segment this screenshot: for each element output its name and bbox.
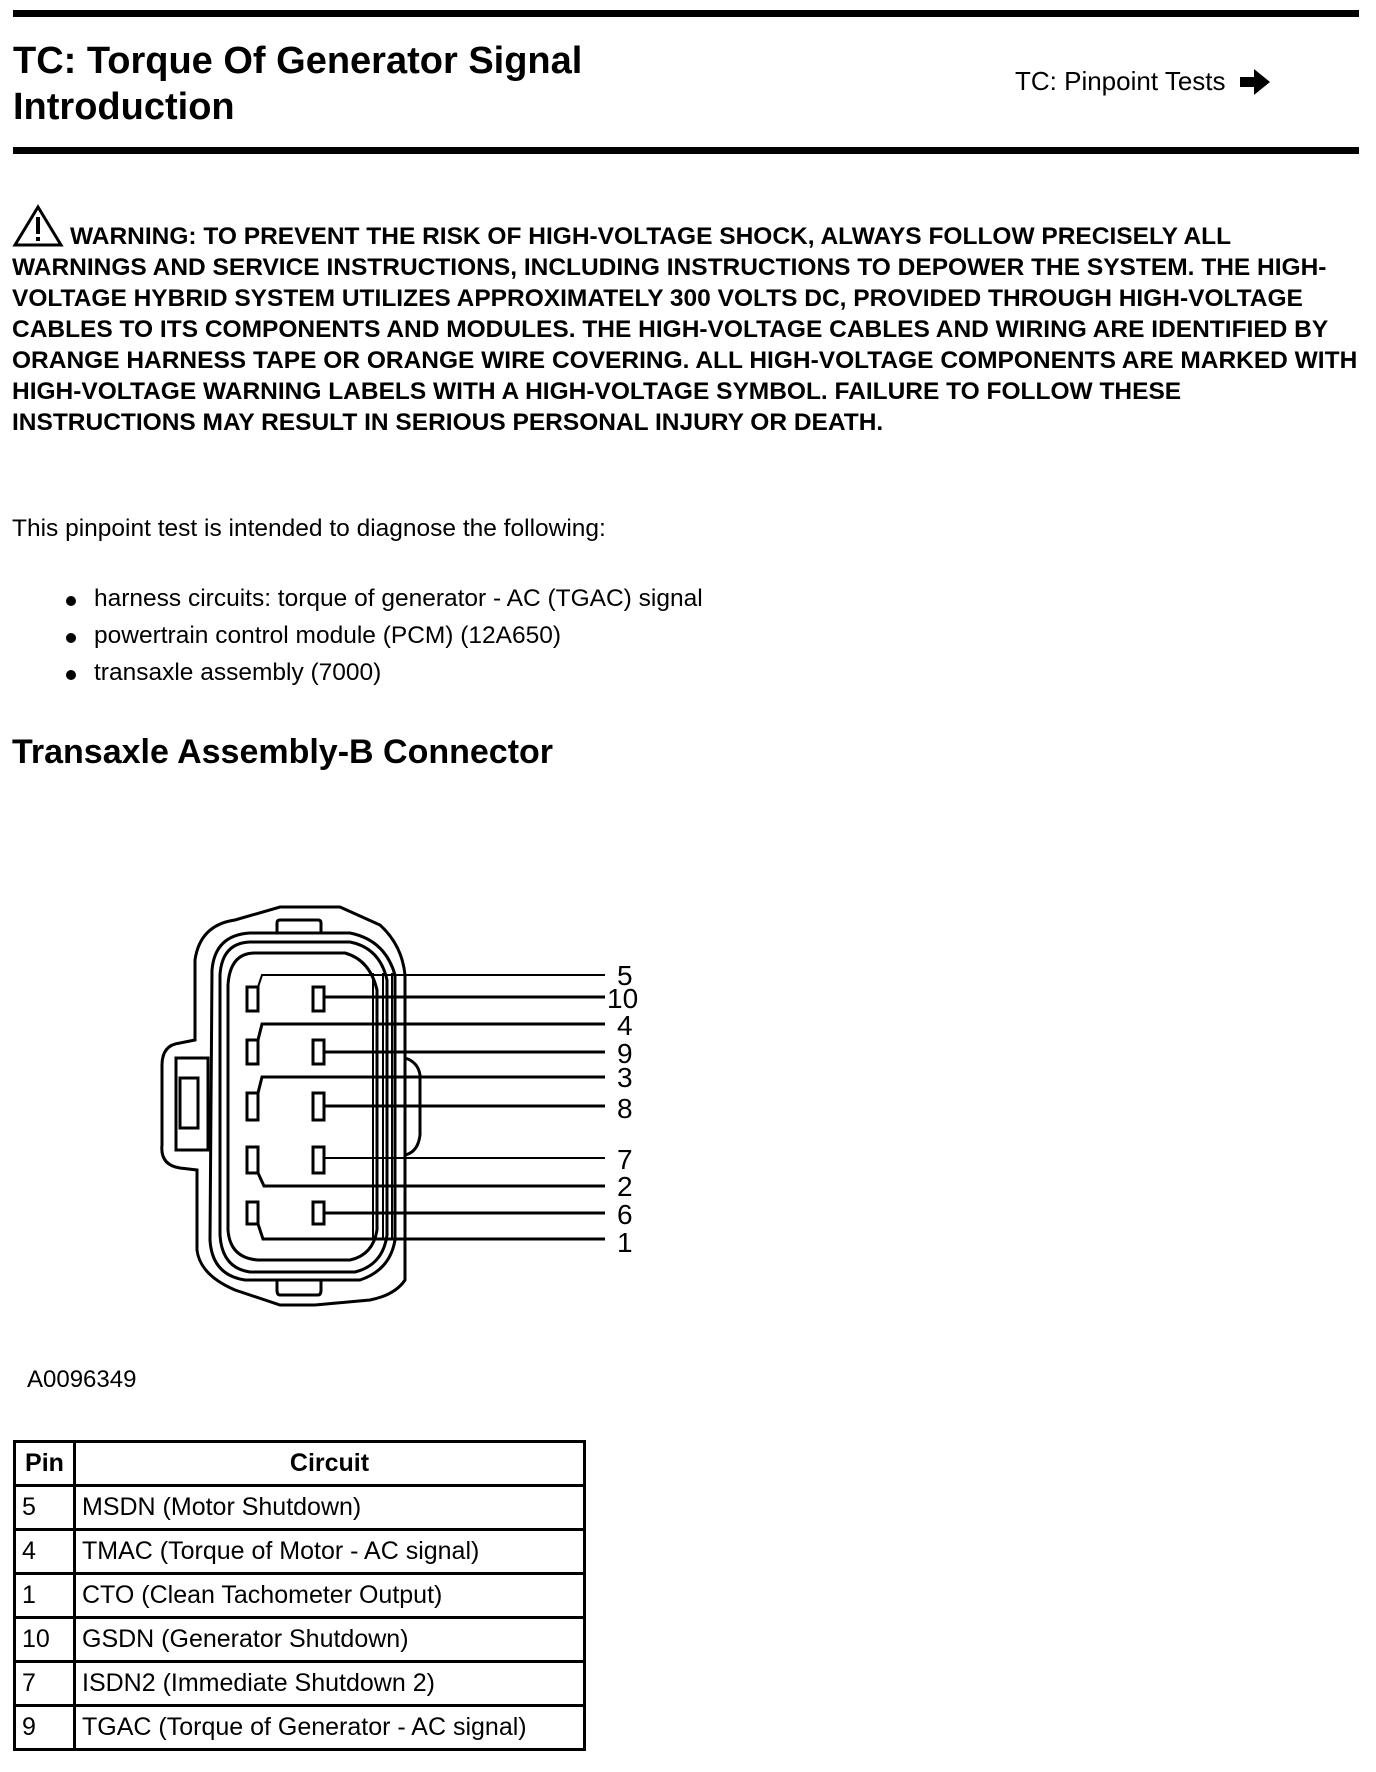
title-line-1: TC: Torque Of Generator Signal <box>13 40 583 82</box>
pinpoint-tests-link[interactable] <box>1015 66 1270 97</box>
list-item: harness circuits: torque of generator - AC (TGAC) signal <box>60 585 703 622</box>
table-row: 9 TGAC (Torque of Generator - AC signal) <box>15 1706 585 1750</box>
pin-label-2: 2 <box>617 1171 633 1202</box>
pin-label-6: 6 <box>617 1199 633 1230</box>
top-rule <box>13 10 1359 17</box>
warning-triangle-icon <box>12 204 64 248</box>
header-circuit: Circuit <box>75 1442 585 1486</box>
pin-label-5: 5 <box>617 960 633 991</box>
intro-text: This pinpoint test is intended to diagnose the following: <box>12 515 606 542</box>
title-line-2: Introduction <box>13 86 235 128</box>
header-pin: Pin <box>15 1442 75 1486</box>
warning-block <box>12 204 1362 438</box>
list-item: powertrain control module (PCM) (12A650) <box>60 622 703 659</box>
section-heading: Transaxle Assembly-B Connector <box>12 733 554 771</box>
table-row: 7 ISDN2 (Immediate Shutdown 2) <box>15 1662 585 1706</box>
table-row: 4 TMAC (Torque of Motor - AC signal) <box>15 1530 585 1574</box>
page-title <box>13 38 582 130</box>
pin-circuit-table <box>13 1440 586 1751</box>
table-row: 1 CTO (Clean Tachometer Output) <box>15 1574 585 1618</box>
pin-label-8: 8 <box>617 1093 633 1124</box>
table-header-row <box>15 1442 585 1486</box>
pin-label-10: 10 <box>607 983 639 1014</box>
list-item: transaxle assembly (7000) <box>60 659 703 696</box>
pin-label-3: 3 <box>617 1062 633 1093</box>
table-row: 10 GSDN (Generator Shutdown) <box>15 1618 585 1662</box>
pin-labels <box>607 960 638 1258</box>
pin-label-4: 4 <box>617 1010 633 1041</box>
arrow-right-icon <box>1240 69 1270 95</box>
pin-label-7: 7 <box>617 1144 633 1175</box>
wires <box>258 975 605 1239</box>
pin-label-9: 9 <box>617 1038 633 1069</box>
diagnose-list <box>60 585 703 696</box>
nav-link-label: TC: Pinpoint Tests <box>1015 66 1226 96</box>
connector-diagram <box>140 890 710 1330</box>
table-row: 5 MSDN (Motor Shutdown) <box>15 1486 585 1530</box>
figure-id: A0096349 <box>27 1366 137 1393</box>
pin-label-1: 1 <box>617 1227 633 1258</box>
warning-text: WARNING: TO PREVENT THE RISK OF HIGH-VOLTAGE SHOCK, ALWAYS FOLLOW PRECISELY ALL WARNINGS AND SERVICE INSTRUCTIONS, INCLUDING INSTRUCTIONS TO DEPOWER THE SYSTEM. THE HIGH-VOLTAGE HYBRID SYSTEM UTILIZES APPROXIMATELY 300 VOLTS DC, PROVIDED THROUGH HIGH-VOLTAGE CABLES TO ITS COMPONENTS AND MODULES. THE HIGH-VOLTAGE CABLES AND WIRING ARE IDENTIFIED BY ORANGE HARNESS TAPE OR ORANGE WIRE COVERING. ALL HIGH-VOLTAGE COMPONENTS ARE MARKED WITH HIGH-VOLTAGE WARNING LABELS WITH A HIGH-VOLTAGE SYMBOL. FAILURE TO FOLLOW THESE INSTRUCTIONS MAY RESULT IN SERIOUS PERSONAL INJURY OR DEATH. <box>12 223 1358 436</box>
header-rule <box>13 147 1359 154</box>
